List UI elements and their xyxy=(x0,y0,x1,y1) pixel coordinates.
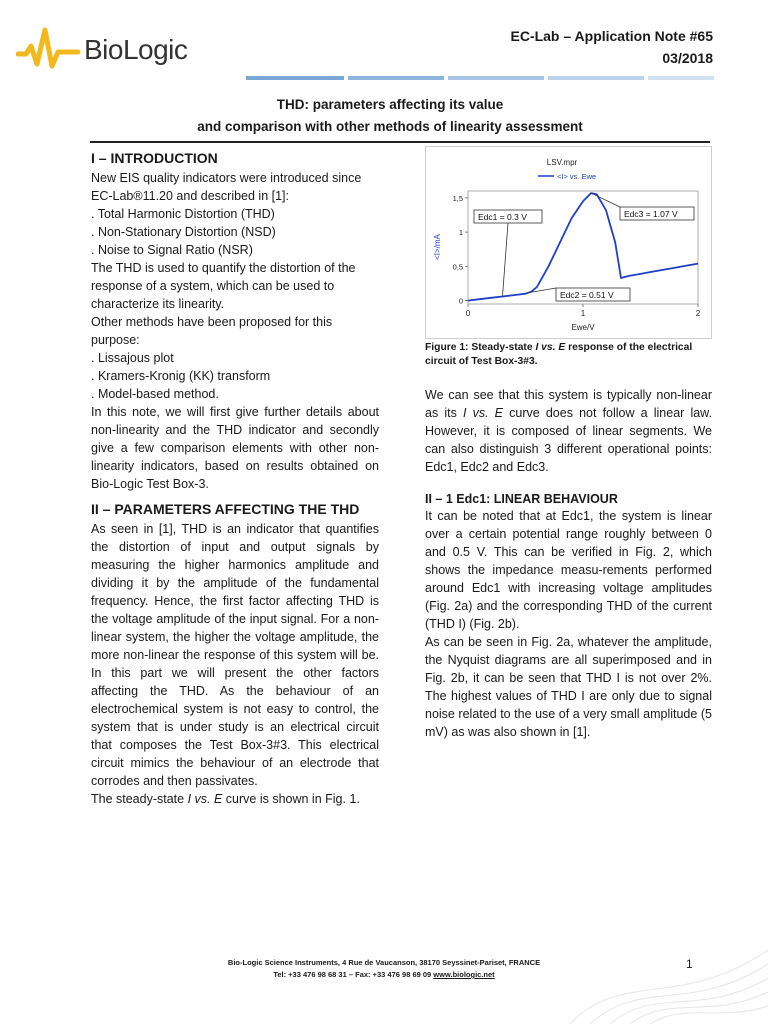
section-2-heading: II – PARAMETERS AFFECTING THE THD xyxy=(91,501,360,517)
footer-address: Bio-Logic Science Instruments, 4 Rue de Vaucanson, 38170 Seyssinet-Pariset, FRANCE xyxy=(227,958,541,967)
x-tick-label: 1 xyxy=(580,309,586,318)
x-tick-label: 0 xyxy=(465,309,471,318)
list-item: . Lissajous plot xyxy=(91,351,174,365)
section-2-paragraph: As seen in [1], THD is an indicator that quantifies the distortion of input and output signals by measuring the higher harmonics amplitude and dividing it by the amplitude of the fundamental frequency. Hence, the first factor affecting THD is the voltage amplitude of the input signal. For a non-linear system, the higher the voltage amplitude, the more non-linear the response of this system will be. In this part we will present the other factors affecting the THD. As the behaviour of an electrochemical system is not easy to control, the system that is under study is an electrical circuit that composes the Test Box-3#3. This electrical circuit mimics the behaviour of an electrode that corrodes and then passivates. xyxy=(91,522,379,788)
document-title-line-1: THD: parameters affecting its value xyxy=(276,97,504,112)
annotation-label: Edc1 = 0.3 V xyxy=(478,212,527,222)
logo-text: BioLogic xyxy=(84,34,188,65)
iv-chart xyxy=(426,147,713,340)
annotation-label: Edc3 = 1.07 V xyxy=(624,209,678,219)
intro-paragraph: In this note, we will first give further details about non-linearity and the THD indicator and secondly give a few comparison elements with other non-linearity indicators, based on results obtained on Bio-Logic Test Box-3. xyxy=(91,405,379,491)
intro-paragraph: Other methods have been proposed for this purpose: xyxy=(91,315,333,347)
intro-paragraph: The THD is used to quantify the distortion of the response of a system, which can be used to characterize its linearity. xyxy=(91,261,356,311)
right-paragraph: As can be seen in Fig. 2a, whatever the amplitude, the Nyquist diagrams are all superimposed and in Fig. 2b, it can be seen that THD I is not over 2%. The highest values of THD I are only due to signal noise related to the use of a very small amplitude (5 mV) as was also shown in [1]. xyxy=(425,635,712,739)
header-rule-segment xyxy=(448,76,544,80)
list-item: . Total Harmonic Distortion (THD) xyxy=(91,207,275,221)
right-column xyxy=(425,386,712,741)
footer-contact: Tel: +33 476 98 68 31 – Fax: +33 476 98 69 09 www.biologic.net xyxy=(273,970,495,979)
biologic-wave-icon xyxy=(16,22,86,78)
header-rule-segment xyxy=(246,76,344,80)
intro-paragraph: New EIS quality indicators were introduced since EC-Lab®11.20 and described in [1]: xyxy=(91,171,362,203)
subsection-heading: II – 1 Edc1: LINEAR BEHAVIOUR xyxy=(425,492,618,506)
x-axis-label: Ewe/V xyxy=(571,323,595,332)
biologic-logo xyxy=(16,22,196,78)
annotation-label: Edc2 = 0.51 V xyxy=(560,290,614,300)
intro-heading: I – INTRODUCTION xyxy=(91,150,218,166)
application-note-date: 03/2018 xyxy=(662,50,713,66)
left-column xyxy=(91,150,379,808)
annotations xyxy=(474,193,694,301)
document-title-line-2: and comparison with other methods of linearity assessment xyxy=(197,119,583,134)
annotation-leader xyxy=(503,223,509,296)
list-item: . Noise to Signal Ratio (NSR) xyxy=(91,243,253,257)
y-tick-label: 1,5 xyxy=(452,193,463,203)
figure-1 xyxy=(425,146,712,339)
right-paragraph: It can be noted that at Edc1, the system is linear over a certain potential range roughly between 0 and 0.5 V. This can be verified in Fig. 2, which shows the impedance measu-rements performed around Edc1 with increasing voltage amplitudes (Fig. 2a) and the corresponding THD of the current (THD I) (Fig. 2b). xyxy=(425,509,712,631)
list-item: . Non-Stationary Distortion (NSD) xyxy=(91,225,276,239)
annotation-leader xyxy=(591,193,620,207)
y-tick-label: 0 xyxy=(458,296,463,306)
footer-website-link[interactable]: www.biologic.net xyxy=(433,970,495,979)
annotation-leader xyxy=(527,288,556,293)
list-item: . Model-based method. xyxy=(91,387,219,401)
application-note-title: EC-Lab – Application Note #65 xyxy=(510,28,713,44)
title-divider xyxy=(90,141,710,143)
section-2-paragraph: The steady-state I vs. E curve is shown in Fig. 1. xyxy=(91,792,360,806)
header-rule-segment xyxy=(348,76,444,80)
page-number: 1 xyxy=(686,957,693,971)
chart-title: LSV.mpr xyxy=(546,158,578,167)
x-tick-label: 2 xyxy=(695,309,701,318)
legend-label: <I> vs. Ewe xyxy=(557,172,597,181)
figure-1-caption: Figure 1: Steady-state I vs. E response of the electrical circuit of Test Box-3#3. xyxy=(425,342,693,367)
header-rule-segment xyxy=(548,76,644,80)
y-axis-label: <I>/mA xyxy=(433,234,442,260)
list-item: . Kramers-Kronig (KK) transform xyxy=(91,369,271,383)
y-tick-label: 0,5 xyxy=(452,262,463,272)
y-tick-label: 1 xyxy=(458,228,463,238)
right-paragraph: We can see that this system is typically non-linear as its I vs. E curve does not follow a linear law. However, it is composed of linear segments. We can also distinguish 3 different operational points: Edc1, Edc2 and Edc3. xyxy=(425,388,712,474)
header-rule-segment xyxy=(648,76,714,80)
